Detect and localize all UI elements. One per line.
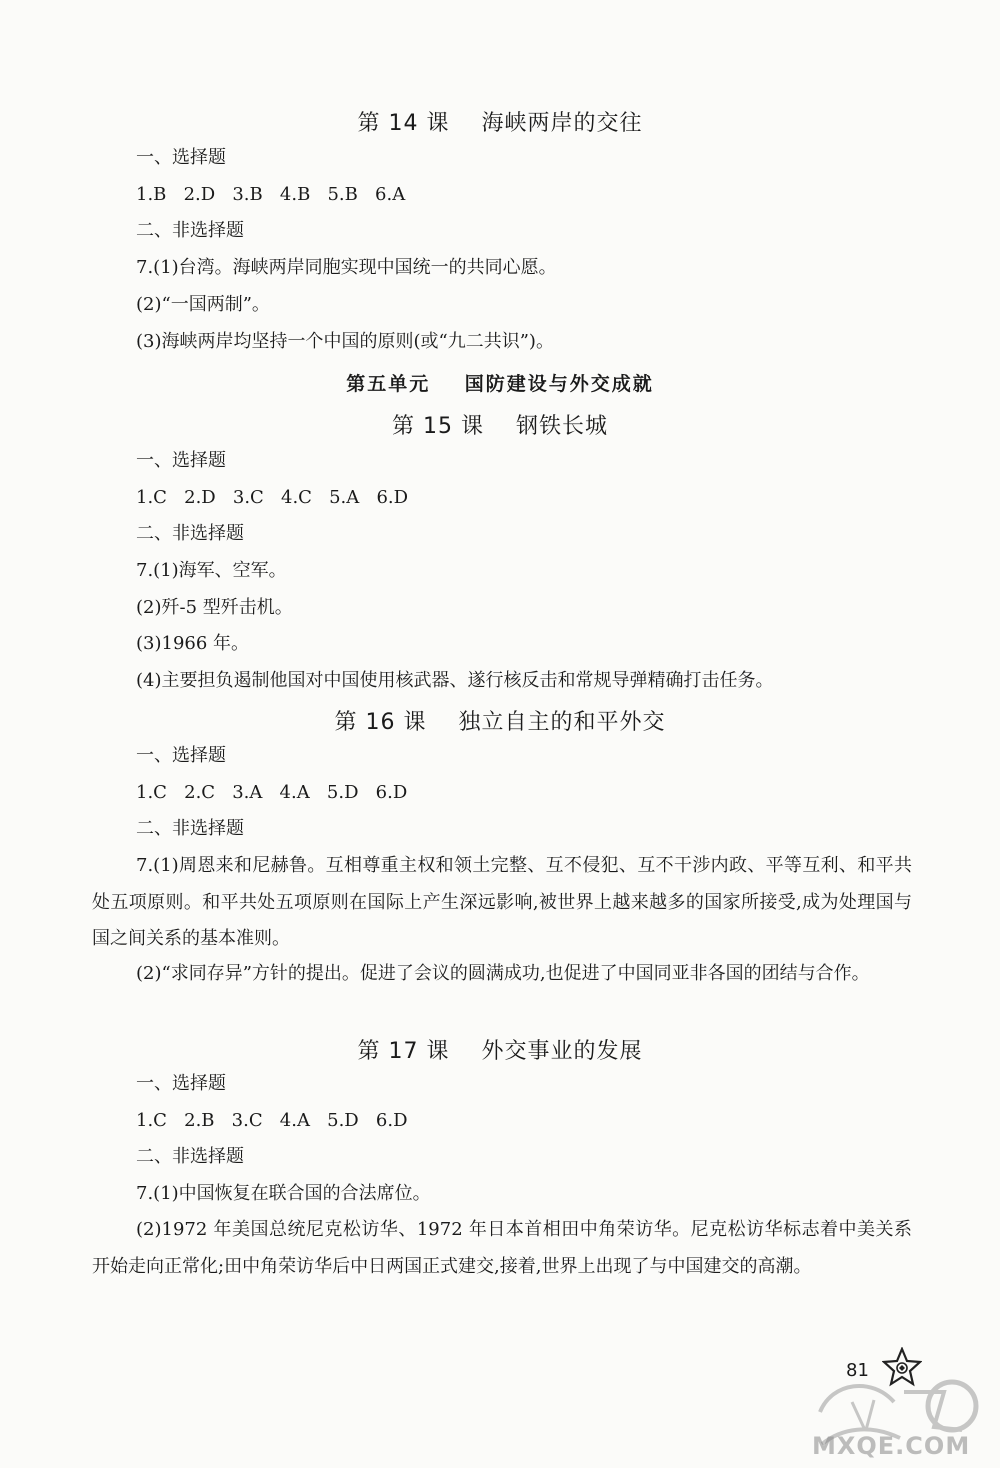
lesson-15-q7-2: (2)歼-5 型歼击机。 xyxy=(136,597,293,618)
lesson-15-mc-heading: 一、选择题 xyxy=(136,450,226,471)
lesson-17-q7-1: 7.(1)中国恢复在联合国的合法席位。 xyxy=(136,1183,431,1204)
lesson-14-mc-answers: 1.B 2.D 3.B 4.B 5.B 6.A xyxy=(136,184,406,205)
watermark-url: MXQE.COM xyxy=(812,1432,971,1460)
lesson-17-q7-2: (2)1972 年美国总统尼克松访华、1972 年日本首相田中角荣访华。尼克松访华标志着中美关系开始走向正常化;田中角荣访华后中日两国正式建交,接着,世界上出现了与中国建交的高潮。 xyxy=(92,1219,912,1277)
lesson-16-mc-answers: 1.C 2.C 3.A 4.A 5.D 6.D xyxy=(136,782,408,803)
lesson-14-q7-3: (3)海峡两岸均坚持一个中国的原则(或“九二共识”)。 xyxy=(136,331,554,352)
unit-5-title: 第五单元 国防建设与外交成就 xyxy=(346,373,654,395)
lesson-15-q7-4: (4)主要担负遏制他国对中国使用核武器、遂行核反击和常规导弹精确打击任务。 xyxy=(136,670,774,691)
lesson-15-q7-3: (3)1966 年。 xyxy=(136,633,250,654)
lesson-14-nonmc-heading: 二、非选择题 xyxy=(136,220,244,241)
lesson-16-nonmc-heading: 二、非选择题 xyxy=(136,818,244,839)
lesson-15-mc-answers: 1.C 2.D 3.C 4.C 5.A 6.D xyxy=(136,487,409,508)
lesson-14-q7-2: (2)“一国两制”。 xyxy=(136,294,270,315)
lesson-16-q7-2: (2)“求同存异”方针的提出。促进了会议的圆满成功,也促进了中国同亚非各国的团结与合作。 xyxy=(136,963,870,984)
lesson-17-mc-answers: 1.C 2.B 3.C 4.A 5.D 6.D xyxy=(136,1110,408,1131)
lesson-17-nonmc-heading: 二、非选择题 xyxy=(136,1146,244,1167)
lesson-16-mc-heading: 一、选择题 xyxy=(136,745,226,766)
lesson-15-title: 第 15 课 钢铁长城 xyxy=(392,414,608,439)
page-number: 81 xyxy=(846,1360,869,1381)
lesson-14-title: 第 14 课 海峡两岸的交往 xyxy=(357,111,643,136)
lesson-14-q7-1: 7.(1)台湾。海峡两岸同胞实现中国统一的共同心愿。 xyxy=(136,257,557,278)
lesson-17-mc-heading: 一、选择题 xyxy=(136,1073,226,1094)
lesson-16-title: 第 16 课 独立自主的和平外交 xyxy=(334,710,666,735)
lesson-15-q7-1: 7.(1)海军、空军。 xyxy=(136,560,287,581)
lesson-16-q7-1: 7.(1)周恩来和尼赫鲁。互相尊重主权和领土完整、互不侵犯、互不干涉内政、平等互利、和平共处五项原则。和平共处五项原则在国际上产生深远影响,被世界上越来越多的国家所接受,成为处理国与国之间关系的基本准则。 xyxy=(92,855,912,949)
lesson-14-mc-heading: 一、选择题 xyxy=(136,147,226,168)
lesson-17-title: 第 17 课 外交事业的发展 xyxy=(357,1039,643,1064)
lesson-15-nonmc-heading: 二、非选择题 xyxy=(136,523,244,544)
